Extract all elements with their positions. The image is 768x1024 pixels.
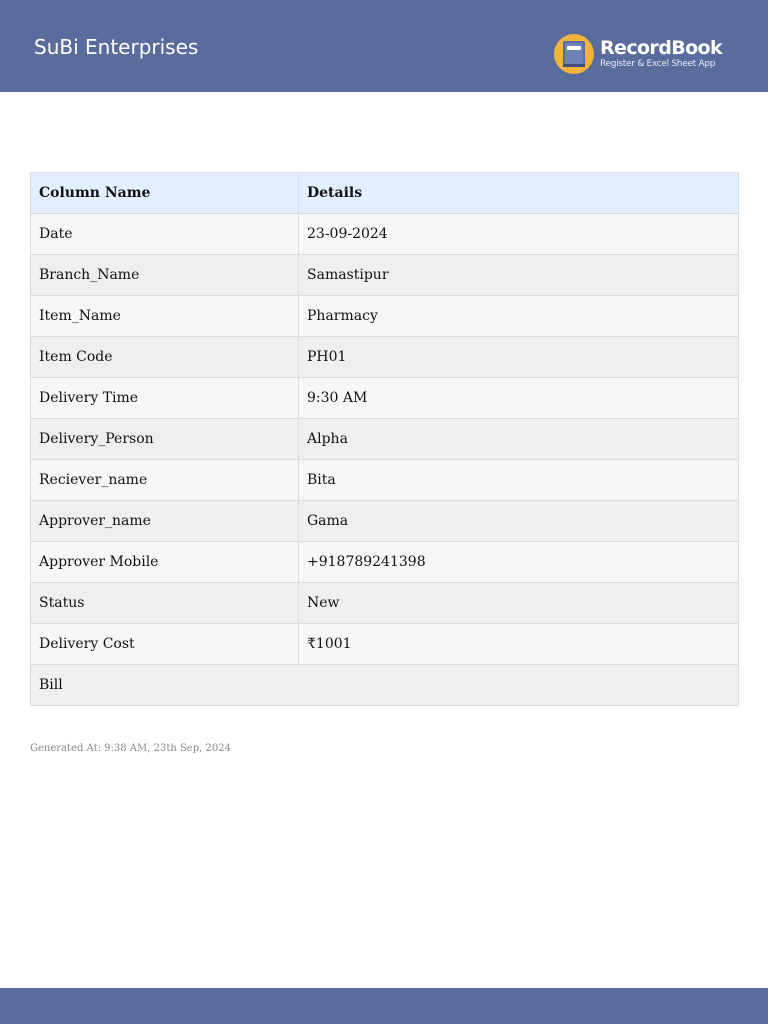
- logo-tagline: Register & Excel Sheet App: [600, 59, 716, 69]
- table-row: [31, 542, 739, 583]
- row-value: Samastipur: [299, 255, 739, 296]
- row-value: Bita: [299, 460, 739, 501]
- page-footer: [0, 988, 768, 1024]
- column-name-header: Column Name: [31, 173, 299, 214]
- table-header-row: [31, 173, 739, 214]
- notebook-icon: [554, 34, 594, 74]
- row-label: Approver Mobile: [31, 542, 299, 583]
- row-value: PH01: [299, 337, 739, 378]
- row-label: Item Code: [31, 337, 299, 378]
- row-label: Delivery Cost: [31, 624, 299, 665]
- page-header: [0, 0, 768, 92]
- row-label: Status: [31, 583, 299, 624]
- row-value: +918789241398: [299, 542, 739, 583]
- table-row: [31, 378, 739, 419]
- row-value: Alpha: [299, 419, 739, 460]
- logo-name: RecordBook: [600, 37, 723, 59]
- row-label: Reciever_name: [31, 460, 299, 501]
- row-label: Delivery Time: [31, 378, 299, 419]
- table-row: [31, 460, 739, 501]
- details-header: Details: [299, 173, 739, 214]
- table-row: [31, 419, 739, 460]
- row-value: ₹1001: [299, 624, 739, 665]
- recordbook-logo: [554, 34, 734, 76]
- row-label: Delivery_Person: [31, 419, 299, 460]
- row-value: 9:30 AM: [299, 378, 739, 419]
- table-row: [31, 583, 739, 624]
- table-row: [31, 214, 739, 255]
- row-value: New: [299, 583, 739, 624]
- row-value: Pharmacy: [299, 296, 739, 337]
- details-table: [30, 172, 739, 706]
- table-row: [31, 296, 739, 337]
- table-row: [31, 501, 739, 542]
- table-row: [31, 337, 739, 378]
- table-row: [31, 624, 739, 665]
- generated-timestamp: Generated At: 9:38 AM, 23th Sep, 2024: [30, 743, 231, 754]
- row-label: Bill: [31, 665, 739, 706]
- company-name: SuBi Enterprises: [34, 35, 199, 59]
- table-row: [31, 255, 739, 296]
- row-label: Date: [31, 214, 299, 255]
- row-label: Branch_Name: [31, 255, 299, 296]
- row-value: Gama: [299, 501, 739, 542]
- row-label: Item_Name: [31, 296, 299, 337]
- row-label: Approver_name: [31, 501, 299, 542]
- row-value: 23-09-2024: [299, 214, 739, 255]
- table-row: [31, 665, 739, 706]
